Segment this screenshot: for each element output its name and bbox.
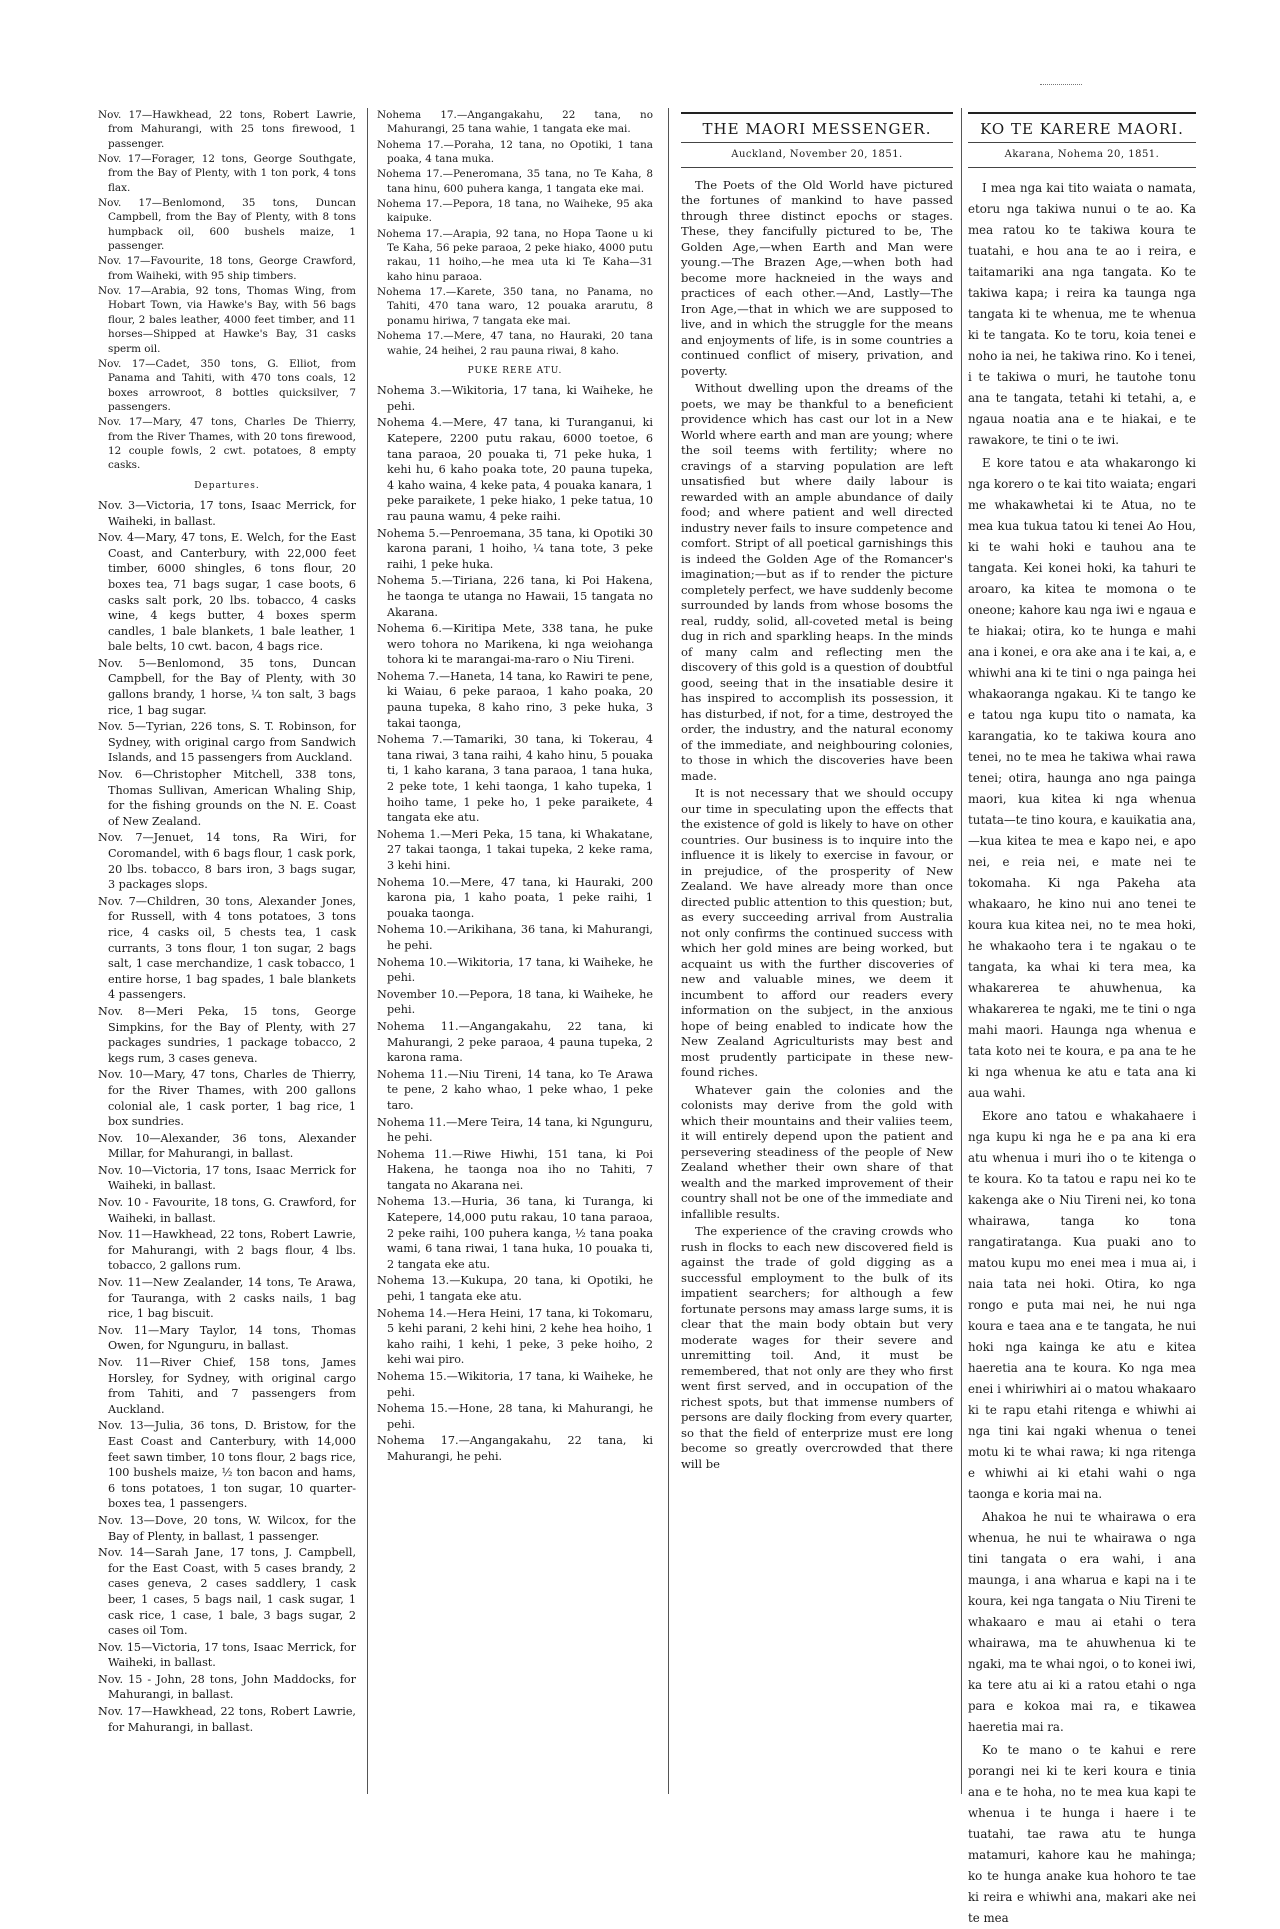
shipping-entry: Nov. 3—Victoria, 17 tons, Isaac Merrick, for Waiheki, in ballast. xyxy=(98,498,356,528)
shipping-entry: Nov. 11—New Zealander, 14 tons, Te Arawa, for Tauranga, with 2 casks nails, 1 bag rice, 1 bag biscuit. xyxy=(98,1276,356,1321)
shipping-entry-maori: Nohema 11.—Mere Teira, 14 tana, ki Ngunguru, he pehi. xyxy=(377,1115,653,1145)
shipping-entry: Nov. 11—River Chief, 158 tons, James Horsley, for Sydney, with original cargo from Tahiti, and 7 passengers from Auckland. xyxy=(98,1356,356,1416)
shipping-entry-maori: Nohema 5.—Penroemana, 35 tana, ki Opotiki 30 karona parani, 1 hoiho, ¼ tana tote, 3 peke raihi, 1 peke huka. xyxy=(377,526,653,571)
arrivals-list xyxy=(98,108,356,473)
shipping-entry-maori: Nohema 15.—Wikitoria, 17 tana, ki Waiheke, he pehi. xyxy=(377,1370,653,1399)
article-paragraph: The Poets of the Old World have pictured the fortunes of mankind to have passed through three distinct epochs or stages. These, they fancifully pictured to be, The Golden Age,—when Earth and Man were young.—The Brazen Age,—when both had become more hackneied in the ways and practices of each other.—And, Lastly—The Iron Age,—that in which we are supposed to live, and in which the struggle for the means and enjoyments of life, is in some countries a continued conflict of misery, privation, and poverty. xyxy=(681,177,953,378)
shipping-entry: Nov. 10—Mary, 47 tons, Charles de Thierry, for the River Thames, with 200 gallons colonial ale, 1 cask porter, 1 bag rice, 1 box sundries. xyxy=(98,1068,356,1129)
shipping-entry: Nov. 15—Victoria, 17 tons, Isaac Merrick, for Waiheki, in ballast. xyxy=(98,1640,356,1670)
article-paragraph-maori: Ahakoa he nui te whairawa o era whenua, he nui te whairawa o nga tini tangata o era wahi, i ana maunga, i ana wharua e kapi na i te koura, kei nga tangata o Niu Tireni te whakaaro e mau ai etahi o tera whairawa, ma te ahuwhenua ki te ngaki, ma te whai ngoi, o to konei iwi, ka tere atu ai ki a ratou etahi o nga para e kokoa mai ra, e tikawea haeretia mai ra. xyxy=(968,1509,1197,1734)
shipping-entry-maori: Nohema 6.—Kiritipa Mete, 338 tana, he puke wero tohora no Marikena, ki nga weiohanga tohora ki te marangai-ma-raro o Niu Tireni. xyxy=(377,622,653,667)
shipping-entry-maori: Nohema 11.—Niu Tireni, 14 tana, ko Te Arawa te pene, 2 kaho whao, 1 peke whao, 1 peke taro. xyxy=(377,1067,653,1112)
shipping-entry: Nov. 10—Alexander, 36 tons, Alexander Millar, for Mahurangi, in ballast. xyxy=(98,1131,356,1161)
shipping-entry: Nov. 17—Benlomond, 35 tons, Duncan Campbell, from the Bay of Plenty, with 8 tons humpback oil, 600 bushels maize, 1 passenger. xyxy=(98,197,356,253)
shipping-entry: Nov. 17—Arabia, 92 tons, Thomas Wing, from Hobart Town, via Hawke's Bay, with 56 bags flour, 2 bales leather, 4000 feet timber, and 11 horses—Shipped at Hawke's Bay, 31 casks sperm oil. xyxy=(98,285,356,355)
shipping-entry-maori: Nohema 11.—Angangakahu, 22 tana, ki Mahurangi, 2 peke paraoa, 4 pauna tupeka, 2 karona rama. xyxy=(377,1019,653,1065)
shipping-entry-maori: Nohema 7.—Haneta, 14 tana, ko Rawiri te pene, ki Waiau, 6 peke paraoa, 1 kaho poaka, 20 pauna tupeka, 8 kaho rino, 3 peke huka, 3 takai taonga, xyxy=(377,669,653,730)
shipping-entry: Nov. 17—Hawkhead, 22 tons, Robert Lawrie, from Mahurangi, with 25 tons firewood, 1 passenger. xyxy=(98,109,356,150)
column-rule xyxy=(668,108,669,1794)
shipping-entry-maori: Nohema 10.—Mere, 47 tana, ki Hauraki, 200 karona pia, 1 kaho poata, 1 peke raihi, 1 pouaka taonga. xyxy=(377,875,653,920)
maori-dateline: Akarana, Nohema 20, 1851. xyxy=(968,142,1196,167)
shipping-entry-maori: Nohema 5.—Tiriana, 226 tana, ki Poi Hakena, he taonga te utanga no Hawaii, 15 tangata no Akarana. xyxy=(377,574,653,619)
shipping-entry: Nov. 13—Dove, 20 tons, W. Wilcox, for the Bay of Plenty, in ballast, 1 passenger. xyxy=(98,1513,356,1543)
print-smudge xyxy=(1040,84,1082,88)
article-paragraph: Without dwelling upon the dreams of the poets, we may be thankful to a beneficient providence which has cast our lot in a New World where earth and man are young; where the soil teems with fertility; where no cravings of a starving population are left unsatisfied but where daily labour is rewarded with an ample abundance of daily food; and where patient and well directed industry never fails to insure competence and comfort. Stript of all poetical garnishings this is indeed the Golden Age of the Romancer's imagination;—but as if to render the picture completely perfect, we have suddenly become surrounded by lands from whose bosoms the real, ruddy, solid, all-coveted metal is being dug in rich and sparkling heaps. In the minds of many calm and reflecting men the discovery of this gold is a question of doubtful good, seeing that in the insatiable desire it has inspired to accomplish its possession, it has disturbed, if not, for a time, destroyed the order, the industry, and the natural economy of the immediate, and neighbouring colonies, to those in which the discoveries have been made. xyxy=(681,381,953,783)
shipping-entry-maori: Nohema 17.—Peneromana, 35 tana, no Te Kaha, 8 tana hinu, 600 puhera kanga, 1 tangata eke mai. xyxy=(377,168,653,195)
maori-masthead: KO TE KARERE MAORI. xyxy=(968,112,1196,136)
english-dateline: Auckland, November 20, 1851. xyxy=(681,142,953,167)
article-paragraph: It is not necessary that we should occupy our time in speculating upon the effects that the existence of gold is likely to have on other countries. Our business is to inquire into the influence it is likely to exercise in favour, or in prejudice, of the prosperity of New Zealand. We have already more than once directed public attention to this question; but, as every succeeding arrival from Australia not only confirms the continued success with which her gold mines are being worked, but acquaint us with the further discoveries of new and valuable mines, we deem it incumbent to afford our readers every information on the subject, in the anxious hope of being enabled to indicate how the New Zealand Agriculturists may best and most prudently participate in these new-found riches. xyxy=(681,786,953,1080)
shipping-entry-maori: Nohema 13.—Kukupa, 20 tana, ki Opotiki, he pehi, 1 tangata eke atu. xyxy=(377,1274,653,1304)
shipping-entry-maori: Nohema 17.—Karete, 350 tana, no Panama, no Tahiti, 470 tana waro, 12 pouaka ararutu, 8 ponamu hiriwa, 7 tangata eke mai. xyxy=(377,286,653,327)
shipping-entry-maori: Nohema 11.—Riwe Hiwhi, 151 tana, ki Poi Hakena, he taonga noa iho no Tahiti, 7 tangata no Akarana nei. xyxy=(377,1147,653,1192)
shipping-entry: Nov. 17—Favourite, 18 tons, George Crawford, from Waiheki, with 95 ship timbers. xyxy=(98,255,356,282)
shipping-entry-maori: Nohema 15.—Hone, 28 tana, ki Mahurangi, he pehi. xyxy=(377,1402,653,1431)
shipping-entry-maori: Nohema 10.—Wikitoria, 17 tana, ki Waiheke, he pehi. xyxy=(377,955,653,985)
shipping-entry-maori: Nohema 17.—Mere, 47 tana, no Hauraki, 20 tana wahie, 24 heihei, 2 rau pauna riwai, 8 kaho. xyxy=(377,330,653,357)
english-editorial-column xyxy=(681,108,953,1794)
shipping-entry-maori: Nohema 17.—Angangakahu, 22 tana, ki Mahurangi, he pehi. xyxy=(377,1434,653,1463)
shipping-entry: Nov. 8—Meri Peka, 15 tons, George Simpkins, for the Bay of Plenty, with 27 packages sundries, 1 package tobacco, 2 kegs rum, 3 cases geneva. xyxy=(98,1004,356,1065)
shipping-entry: Nov. 10—Victoria, 17 tons, Isaac Merrick for Waiheki, in ballast. xyxy=(98,1163,356,1193)
shipping-entry-maori: Nohema 7.—Tamariki, 30 tana, ki Tokerau, 4 tana riwai, 3 tana raihi, 4 kaho hinu, 5 pouaka ti, 1 kaho karana, 3 tana paraoa, 1 tana huka, 2 peke tote, 1 kehi taonga, 1 kaho tupeka, 1 hoiho tame, 1 peke ho, 1 peke paraikete, 4 tangata eke atu. xyxy=(377,733,653,825)
article-paragraph: Whatever gain the colonies and the colonists may derive from the gold with which their mountains and their valiies teem, it will entirely depend upon the patient and persevering steadiness of the people of New Zealand whether their own share of that wealth and the marked improvement of their country shall not be one of the immediate and infallible results. xyxy=(681,1082,953,1221)
english-article xyxy=(681,178,953,1473)
shipping-entry: Nov. 5—Benlomond, 35 tons, Duncan Campbell, for the Bay of Plenty, with 30 gallons brandy, 1 horse, ¼ ton salt, 3 bags rice, 1 bag sugar. xyxy=(98,656,356,717)
shipping-entry: Nov. 6—Christopher Mitchell, 338 tons, Thomas Sullivan, American Whaling Ship, for the fishing grounds on the N. E. Coast of New Zealand. xyxy=(98,768,356,828)
article-paragraph-maori: I mea nga kai tito waiata o namata, etoru nga takiwa nunui o te ao. Ka mea ratou ko te takiwa koura te tuatahi, e hou ana te ao i reira, e taitamariki ana nga tangata. Ko te takiwa kapa; i reira ka taunga nga tangata ki te whenua, me te whenua ki te tangata. Ko te toru, koia tenei e noho ia nei, he takiwa rino. Ko i tenei, i te takiwa o muri, he tautohe tonu ana te tangata, tetahi ki tetahi, a, e ngaua noatia ana e te hiakai, e te rawakore, te tini o te iwi. xyxy=(968,180,1196,447)
article-paragraph-maori: Ekore ano tatou e whakahaere i nga kupu ki nga he e pa ana ki era atu whenua i muri iho o te kitenga o te koura. Ko ta tatou e rapu nei ko te kakenga ake o Niu Tireni nei, ko tona whairawa, tanga ko tona rangatiratanga. Kua puaki ano to matou kupu mo enei mea i mua ai, i naia tata nei hoki. Otira, ko nga rongo e puta mai nei, he nui nga koura e taea ana e te tangata, he nui hoki nga kainga ke atu e kitea haeretia ana te koura. Ko nga mea enei i whiriwhiri ai o matou whakaaro ki te rapu etahi ritenga e whiwhi ai nga tini kai ngaki whenua o tenei motu ki te whai rawa; ki nga ritenga e whiwhi ai ki etahi wahi o nga taonga e koria mai na. xyxy=(968,1108,1196,1501)
shipping-entry-maori: Nohema 17.—Poraha, 12 tana, no Opotiki, 1 tana poaka, 4 tana muka. xyxy=(377,138,653,166)
shipping-entry: Nov. 11—Hawkhead, 22 tons, Robert Lawrie, for Mahurangi, with 2 bags flour, 4 lbs. tobacco, 2 gallons rum. xyxy=(98,1228,356,1273)
shipping-entry: Nov. 15 - John, 28 tons, John Maddocks, for Mahurangi, in ballast. xyxy=(98,1672,356,1702)
english-masthead: THE MAORI MESSENGER. xyxy=(681,112,953,136)
shipping-entry-maori: Nohema 14.—Hera Heini, 17 tana, ki Tokomaru, 5 kehi parani, 2 kehi hini, 2 kehe hea hoiho, 1 kaho raihi, 1 kehi, 1 peke, 3 peke hoiho, 2 kehi wai piro. xyxy=(377,1306,653,1367)
shipping-entry: Nov. 4—Mary, 47 tons, E. Welch, for the East Coast, and Canterbury, with 22,000 feet timber, 6000 shingles, 6 tons flour, 20 boxes tea, 71 bags sugar, 1 case boots, 6 casks salt pork, 20 lbs. tobacco, 4 casks wine, 4 kegs butter, 4 boxes sperm candles, 1 bale blankets, 1 bale leather, 1 bale belts, 10 cwt. bacon, 4 bags rice. xyxy=(98,531,356,654)
article-paragraph: The experience of the craving crowds who rush in flocks to each new discovered field is against the trade of gold digging as a successful employment to the bulk of its impatient searchers; for although a few fortunate persons may amass large sums, it is clear that the main body obtain but very moderate wages for their severe and unremitting toil. And, it must be remembered, that not only are they who first went first served, and in occupation of the richest spots, but that immense numbers of persons are daily flocking from every quarter, so that the field of enterprize must ere long become so greatly overcrowded that there will be xyxy=(681,1224,953,1471)
shipping-entry: Nov. 17—Mary, 47 tons, Charles De Thierry, from the River Thames, with 20 tons firewood, 12 couple fowls, 2 cwt. potatoes, 8 empty casks. xyxy=(98,416,356,472)
shipping-entry: Nov. 14—Sarah Jane, 17 tons, J. Campbell, for the East Coast, with 5 cases brandy, 2 cases geneva, 2 cases saddlery, 1 cask beer, 1 cases, 5 bags nail, 1 cask sugar, 1 cask rice, 1 case, 1 bale, 3 bags sugar, 2 cases oil Tom. xyxy=(98,1546,356,1638)
shipping-entry-maori: Nohema 17.—Arapia, 92 tana, no Hopa Taone u ki Te Kaha, 56 peke paraoa, 2 peke hiako, 4000 putu rakau, 11 hoiho,—he mea uta ki Te Kaha—31 kaho hinu paraoa. xyxy=(377,227,653,283)
shipping-entry: Nov. 13—Julia, 36 tons, D. Bristow, for the East Coast and Canterbury, with 14,000 feet sawn timber, 10 tons flour, 2 bags rice, 100 bushels maize, ½ ton bacon and hams, 6 tons potatoes, 1 ton sugar, 10 quarter-boxes tea, 1 passengers. xyxy=(98,1419,356,1511)
shipping-entry-maori: Nohema 10.—Arikihana, 36 tana, ki Mahurangi, he pehi. xyxy=(377,923,653,952)
departures-list-maori xyxy=(377,383,653,1464)
shipping-entry: Nov. 7—Children, 30 tons, Alexander Jones, for Russell, with 4 tons potatoes, 3 tons rice, 4 casks oil, 5 chests tea, 1 cask currants, 3 tons flour, 1 ton sugar, 2 bags salt, 1 case merchandize, 1 cask tobacco, 1 entire horse, 1 bag spades, 1 bale blankets 4 passengers. xyxy=(98,894,356,1002)
shipping-entry-maori: Nohema 13.—Huria, 36 tana, ki Turanga, ki Katepere, 14,000 putu rakau, 10 tana paraoa, 2 peke raihi, 100 puhera kanga, ½ tana poaka wami, 6 tana riwai, 1 tana huka, 10 pouaka ti, 2 tangata eke atu. xyxy=(377,1195,653,1271)
shipping-entry-maori: Nohema 3.—Wikitoria, 17 tana, ki Waiheke, he pehi. xyxy=(377,384,653,413)
shipping-entry: Nov. 11—Mary Taylor, 14 tons, Thomas Owen, for Ngunguru, in ballast. xyxy=(98,1323,356,1353)
shipping-entry: Nov. 5—Tyrian, 226 tons, S. T. Robinson, for Sydney, with original cargo from Sandwich Islands, and 15 passengers from Auckland. xyxy=(98,720,356,765)
departures-heading-maori: PUKE RERE ATU. xyxy=(467,365,563,376)
shipping-entry: Nov. 10 - Favourite, 18 tons, G. Crawford, for Waiheki, in ballast. xyxy=(98,1196,356,1225)
column-rule xyxy=(367,108,368,1794)
article-paragraph-maori: E kore tatou e ata whakarongo ki nga korero o te kai tito waiata; engari me whakawhetai ki te Atua, no te mea kua tukua tatou ki tenei Ao Hou, ki te wahi hoki e tauhou ana te tangata. Kei konei hoki, ka tahuri te aroaro, ka kitea te momona o te oneone; kahore kau nga iwi e ngaua e te hiakai; otira, ko te hunga e mahi ana i konei, e ora ake ana i te kai, a, e whiwhi ana ki te tini o nga painga hei whakaorangа ngakau. Ki te tango ke e tatou nga kupu tito o namata, ka karangatia, ko te takiwa koura ano tenei, no te mea he takiwa whai rawa tenei; otira, haunga ano nga painga maori, kua kitea ki nga whenua tutata—te tino koura, e kauikatia ana,—kua kitea te mea e kapo nei, e apo nei, e reia nei, e mate nei te tokomaha. Ki nga Pakeha ata whakaaro, he kino nui ano tenei te koura kua kitea nei, no te mea hoki, he whakaoho tera i te ngakau o te tangata, ka whai ki tera mea, ka whakarerea te ahuwhenua, ka whakarerea te ngaki, me te tini o nga mahi maori. Haunga nga whenua e tata koto nei te koura, e pa ana te he ki nga whenua ke atu e tata ana ki aua wahi. xyxy=(968,455,1196,1100)
maori-editorial-column xyxy=(968,108,1197,1925)
shipping-entry: Nov. 17—Forager, 12 tons, George Southgate, from the Bay of Plenty, with 1 ton pork, 4 tons flax. xyxy=(98,153,356,194)
shipping-entry-maori: November 10.—Pepora, 18 tana, ki Waiheke, he pehi. xyxy=(377,987,653,1017)
departures-heading: Departures. xyxy=(194,480,260,491)
departures-list xyxy=(98,498,356,1735)
shipping-entry: Nov. 7—Jenuet, 14 tons, Ra Wiri, for Coromandel, with 6 bags flour, 1 cask pork, 20 lbs. tobacco, 8 bars iron, 3 bags sugar, 3 packages slops. xyxy=(98,831,356,892)
shipping-entry-maori: Nohema 1.—Meri Peka, 15 tana, ki Whakatane, 27 takai taonga, 1 takai tupeka, 2 keke rama, 3 kehi hini. xyxy=(377,827,653,872)
shipping-entry: Nov. 17—Cadet, 350 tons, G. Elliot, from Panama and Tahiti, with 470 tons coals, 12 boxes arrowroot, 8 bottles quicksilver, 7 passengers. xyxy=(98,357,356,413)
maori-shipping-column xyxy=(377,108,653,1794)
shipping-entry-maori: Nohema 17.—Pepora, 18 tana, no Waiheke, 95 aka kaipuke. xyxy=(377,198,653,225)
column-rule xyxy=(961,108,962,1794)
english-shipping-column xyxy=(98,108,356,1794)
shipping-entry-maori: Nohema 17.—Angangakahu, 22 tana, no Mahurangi, 25 tana wahie, 1 tangata eke mai. xyxy=(377,109,653,136)
arrivals-list-maori xyxy=(377,108,653,358)
maori-article xyxy=(968,178,1196,1929)
shipping-entry: Nov. 17—Hawkhead, 22 tons, Robert Lawrie, for Mahurangi, in ballast. xyxy=(98,1705,356,1734)
article-paragraph-maori: Ko te mano o te kahui e rere porangi nei ki te keri koura e tinia ana e te hoha, no te mea kua kapi te whenua i te hunga i haere i te tuatahi, tae rawa atu te hunga matamuri, kahore kau he mahinga; ko te hunga anake kua hohoro te tae ki reira e whiwhi ana, makari ake nei te mea xyxy=(968,1742,1196,1925)
shipping-entry-maori: Nohema 4.—Mere, 47 tana, ki Turanganui, ki Katepere, 2200 putu rakau, 6000 toetoe, 6 tana paraoa, 20 pouaka ti, 71 peke huka, 1 kehi hu, 6 kaho poaka tote, 20 pauna tupeka, 4 kaho waina, 4 keke pata, 4 pouaka kanara, 1 peke paraikete, 1 peke hiako, 1 peke tatua, 10 rau pauna wamu, 4 peke raihi. xyxy=(377,416,653,523)
